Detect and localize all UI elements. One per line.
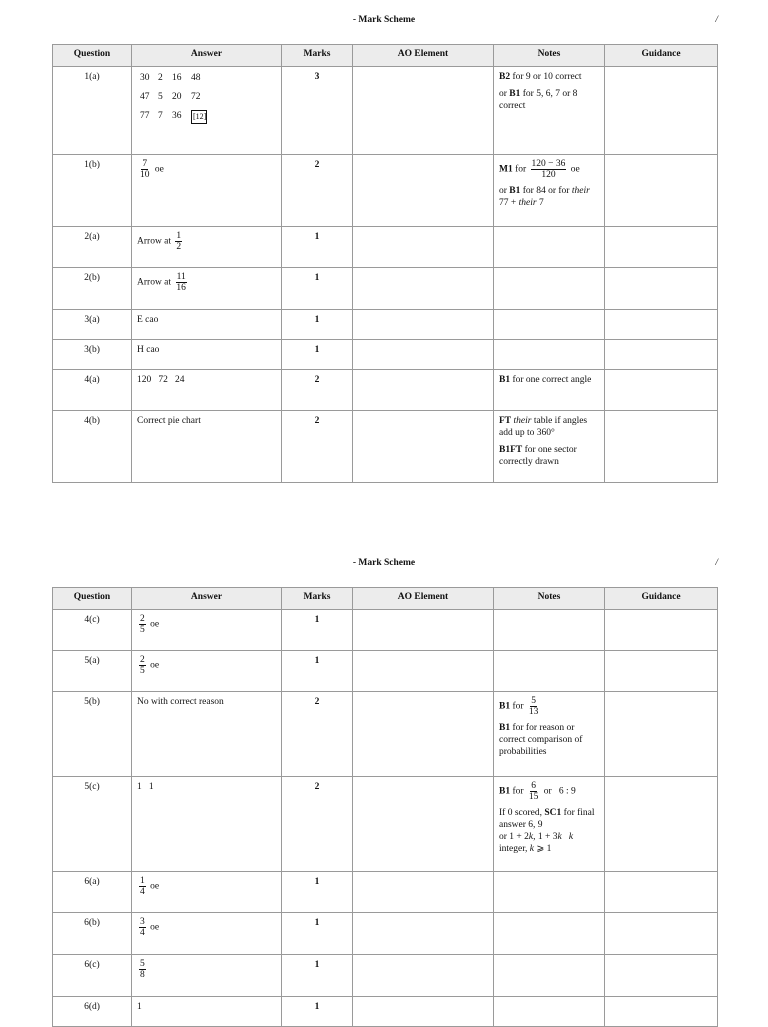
answer-fraction	[139, 876, 146, 897]
col-answer: Answer	[132, 588, 282, 610]
guidance-cell	[605, 340, 718, 370]
marks-cell: 1	[282, 997, 353, 1027]
note-text: for one sector correctly drawn	[499, 445, 577, 467]
col-question: Question	[53, 588, 132, 610]
answer-text: Arrow at	[137, 236, 172, 247]
marks-cell: 1	[282, 227, 353, 268]
page-title: - Mark Scheme	[352, 15, 416, 25]
note-text: for one correct angle	[510, 375, 592, 385]
col-marks: Marks	[282, 588, 353, 610]
answer-cell: No with correct reason	[132, 692, 282, 777]
oe-label: oe	[150, 660, 160, 671]
note-text: for for reason or correct comparison of probabilities	[499, 723, 583, 757]
note-code: SC1	[544, 808, 562, 818]
question-cell: 6(a)	[53, 872, 132, 913]
note-text: for	[510, 786, 524, 797]
notes-cell	[494, 777, 605, 872]
question-cell: 6(d)	[53, 997, 132, 1027]
grid-value: 16	[172, 73, 182, 83]
note-italic: k	[529, 844, 534, 854]
fraction-denominator: 4	[140, 928, 145, 938]
question-cell: 1(a)	[53, 67, 132, 155]
answer-fraction	[175, 231, 182, 252]
fraction-numerator: 1	[176, 231, 182, 241]
answer-cell	[132, 955, 282, 997]
marks-cell: 3	[282, 67, 353, 155]
fraction-numerator: 7	[142, 159, 148, 169]
note-text: for final answer 6, 9	[499, 808, 595, 830]
notes-cell	[494, 310, 605, 340]
table-row	[53, 913, 718, 955]
table-row	[53, 340, 718, 370]
guidance-cell	[605, 610, 718, 651]
answer-text: Arrow at	[137, 277, 172, 288]
answer-cell: 1 1	[132, 777, 282, 872]
page-header	[0, 15, 768, 29]
marks-cell: 2	[282, 155, 353, 227]
answer-grid	[137, 72, 276, 124]
note-code: B1	[499, 786, 511, 797]
guidance-cell	[605, 227, 718, 268]
note-italic: k	[557, 832, 562, 842]
notes-cell	[494, 692, 605, 777]
col-ao-element: AO Element	[353, 588, 494, 610]
marks-cell: 1	[282, 872, 353, 913]
ao-element-cell	[353, 997, 494, 1027]
ao-element-cell	[353, 692, 494, 777]
ao-element-cell	[353, 872, 494, 913]
col-ao-element: AO Element	[353, 45, 494, 67]
notes-cell	[494, 67, 605, 155]
marks-cell: 2	[282, 370, 353, 411]
fraction-denominator: 4	[140, 887, 145, 897]
col-marks: Marks	[282, 45, 353, 67]
ao-element-cell	[353, 370, 494, 411]
table-row	[53, 411, 718, 483]
grid-value: 72	[191, 92, 201, 102]
notes-cell	[494, 872, 605, 913]
notes-cell	[494, 913, 605, 955]
ao-element-cell	[353, 955, 494, 997]
marks-cell: 1	[282, 913, 353, 955]
note-code: B2	[499, 72, 511, 82]
mark-scheme-table-2	[52, 587, 718, 1027]
fraction-denominator: 13	[528, 707, 539, 717]
note-text: 77 +	[499, 198, 519, 208]
note-italic: k	[528, 832, 534, 842]
answer-cell	[132, 227, 282, 268]
question-cell: 5(c)	[53, 777, 132, 872]
mark-scheme-table-1	[52, 44, 718, 483]
note-code: B1FT	[499, 445, 523, 455]
grid-value: 20	[172, 92, 182, 102]
guidance-cell	[605, 913, 718, 955]
table-row	[53, 651, 718, 692]
question-cell: 1(b)	[53, 155, 132, 227]
table-header-row	[53, 45, 718, 67]
ao-element-cell	[353, 913, 494, 955]
note-text: for 9 or 10 correct	[510, 72, 582, 82]
guidance-cell	[605, 370, 718, 411]
table-row	[53, 268, 718, 310]
note-text: for 84 or for	[520, 186, 572, 196]
note-text: table if angles add up to 360°	[499, 416, 588, 438]
table-row	[53, 370, 718, 411]
table-row	[53, 155, 718, 227]
fraction-denominator: 5	[140, 625, 145, 635]
answer-fraction	[139, 159, 151, 180]
marks-cell: 2	[282, 692, 353, 777]
ao-element-cell	[353, 310, 494, 340]
fraction-denominator: 5	[140, 666, 145, 676]
note-code: FT	[499, 416, 512, 426]
answer-fraction	[139, 917, 146, 938]
oe-label: oe	[154, 164, 164, 175]
note-text: for	[510, 701, 524, 712]
fraction-numerator: 120 − 36	[531, 159, 566, 169]
answer-cell	[132, 872, 282, 913]
note-code: B1	[509, 186, 521, 196]
oe-label: oe	[570, 164, 580, 175]
question-cell: 4(a)	[53, 370, 132, 411]
fraction-numerator: 11	[176, 272, 186, 282]
marks-cell: 1	[282, 651, 353, 692]
ao-element-cell	[353, 610, 494, 651]
note-code: M1	[499, 164, 513, 175]
fraction-denominator: 120	[541, 170, 556, 180]
grid-value: 30	[140, 73, 150, 83]
oe-label: oe	[150, 619, 160, 630]
note-code: B1	[499, 701, 511, 712]
answer-cell: 120 72 24	[132, 370, 282, 411]
note-italic: their	[513, 416, 532, 426]
page-header	[0, 558, 768, 572]
note-text	[562, 832, 569, 842]
fraction-numerator: 6	[531, 781, 537, 791]
ao-element-cell	[353, 67, 494, 155]
note-text: ⩾ 1	[533, 844, 552, 854]
oe-label: oe	[150, 881, 160, 892]
table-row	[53, 997, 718, 1027]
ao-element-cell	[353, 268, 494, 310]
guidance-cell	[605, 411, 718, 483]
marks-cell: 1	[282, 340, 353, 370]
grid-value: 47	[140, 92, 150, 102]
fraction-numerator: 2	[140, 655, 145, 665]
page-slash: /	[715, 15, 718, 25]
grid-value-boxed: [12]	[191, 110, 207, 124]
col-guidance: Guidance	[605, 588, 718, 610]
grid-value: 36	[172, 111, 182, 121]
note-text: 7	[536, 198, 544, 208]
question-cell: 4(c)	[53, 610, 132, 651]
answer-cell	[132, 610, 282, 651]
fraction-denominator: 15	[528, 792, 539, 802]
grid-value: 5	[158, 92, 163, 102]
marks-cell: 1	[282, 310, 353, 340]
guidance-cell	[605, 872, 718, 913]
guidance-cell	[605, 955, 718, 997]
question-cell: 6(b)	[53, 913, 132, 955]
page-title: - Mark Scheme	[352, 558, 416, 568]
grid-value: 2	[158, 73, 163, 83]
answer-fraction	[139, 959, 146, 980]
notes-cell	[494, 651, 605, 692]
notes-cell	[494, 155, 605, 227]
table-row	[53, 310, 718, 340]
page-slash: /	[715, 558, 718, 568]
answer-cell	[132, 155, 282, 227]
note-text: , 1 + 3	[533, 832, 558, 842]
grid-value: 7	[158, 111, 163, 121]
question-cell: 3(b)	[53, 340, 132, 370]
ao-element-cell	[353, 777, 494, 872]
marks-cell: 2	[282, 411, 353, 483]
answer-cell	[132, 67, 282, 155]
fraction-numerator: 3	[140, 917, 145, 927]
fraction-numerator: 1	[140, 876, 145, 886]
notes-cell	[494, 268, 605, 310]
fraction-denominator: 16	[176, 283, 186, 293]
notes-cell	[494, 610, 605, 651]
table-row	[53, 610, 718, 651]
answer-cell	[132, 913, 282, 955]
answer-cell	[132, 651, 282, 692]
marks-cell: 1	[282, 955, 353, 997]
table-row	[53, 777, 718, 872]
guidance-cell	[605, 997, 718, 1027]
table-row	[53, 67, 718, 155]
answer-cell: H cao	[132, 340, 282, 370]
guidance-cell	[605, 692, 718, 777]
question-cell: 6(c)	[53, 955, 132, 997]
note-text: or 1 + 2	[499, 832, 529, 842]
marks-cell: 2	[282, 777, 353, 872]
fraction-denominator: 2	[176, 242, 182, 252]
question-cell: 3(a)	[53, 310, 132, 340]
question-cell: 2(a)	[53, 227, 132, 268]
col-answer: Answer	[132, 45, 282, 67]
guidance-cell	[605, 777, 718, 872]
question-cell: 5(a)	[53, 651, 132, 692]
note-italic: their	[518, 198, 537, 208]
answer-cell: 1	[132, 997, 282, 1027]
fraction-denominator: 10	[140, 170, 150, 180]
notes-cell	[494, 340, 605, 370]
note-text: or 6 : 9	[543, 786, 576, 797]
notes-cell	[494, 411, 605, 483]
notes-cell	[494, 997, 605, 1027]
notes-cell	[494, 227, 605, 268]
notes-cell	[494, 955, 605, 997]
note-italic: k	[568, 832, 574, 842]
table-header-row	[53, 588, 718, 610]
note-code: B1	[509, 89, 521, 99]
fraction-numerator: 2	[140, 614, 145, 624]
answer-fraction	[175, 272, 187, 293]
col-question: Question	[53, 45, 132, 67]
guidance-cell	[605, 310, 718, 340]
answer-cell	[132, 268, 282, 310]
guidance-cell	[605, 67, 718, 155]
ao-element-cell	[353, 651, 494, 692]
answer-fraction	[139, 614, 146, 635]
note-code: B1	[499, 375, 511, 385]
col-guidance: Guidance	[605, 45, 718, 67]
note-text: If 0 scored,	[499, 808, 545, 818]
col-notes: Notes	[494, 45, 605, 67]
guidance-cell	[605, 155, 718, 227]
oe-label: oe	[150, 922, 160, 933]
note-fraction	[528, 696, 540, 717]
answer-cell: E cao	[132, 310, 282, 340]
notes-cell	[494, 370, 605, 411]
note-code: B1	[499, 723, 511, 733]
marks-cell: 1	[282, 610, 353, 651]
ao-element-cell	[353, 155, 494, 227]
guidance-cell	[605, 268, 718, 310]
marks-cell: 1	[282, 268, 353, 310]
note-fraction	[531, 159, 567, 180]
col-notes: Notes	[494, 588, 605, 610]
note-italic: their	[571, 186, 590, 196]
table-row	[53, 227, 718, 268]
table-row	[53, 955, 718, 997]
note-text: integer,	[499, 844, 530, 854]
note-text: or	[499, 186, 510, 196]
question-cell: 4(b)	[53, 411, 132, 483]
question-cell: 2(b)	[53, 268, 132, 310]
grid-value: 48	[191, 73, 201, 83]
note-fraction	[528, 781, 540, 802]
fraction-denominator: 8	[140, 970, 145, 980]
ao-element-cell	[353, 340, 494, 370]
ao-element-cell	[353, 411, 494, 483]
grid-value: 77	[140, 111, 150, 121]
note-text: for	[512, 164, 527, 175]
note-text: or	[499, 89, 510, 99]
question-cell: 5(b)	[53, 692, 132, 777]
ao-element-cell	[353, 227, 494, 268]
answer-cell: Correct pie chart	[132, 411, 282, 483]
table-row	[53, 872, 718, 913]
note-text: for 5, 6, 7 or 8 correct	[499, 89, 578, 111]
guidance-cell	[605, 651, 718, 692]
table-row	[53, 692, 718, 777]
fraction-numerator: 5	[140, 959, 145, 969]
fraction-numerator: 5	[531, 696, 537, 706]
answer-fraction	[139, 655, 146, 676]
